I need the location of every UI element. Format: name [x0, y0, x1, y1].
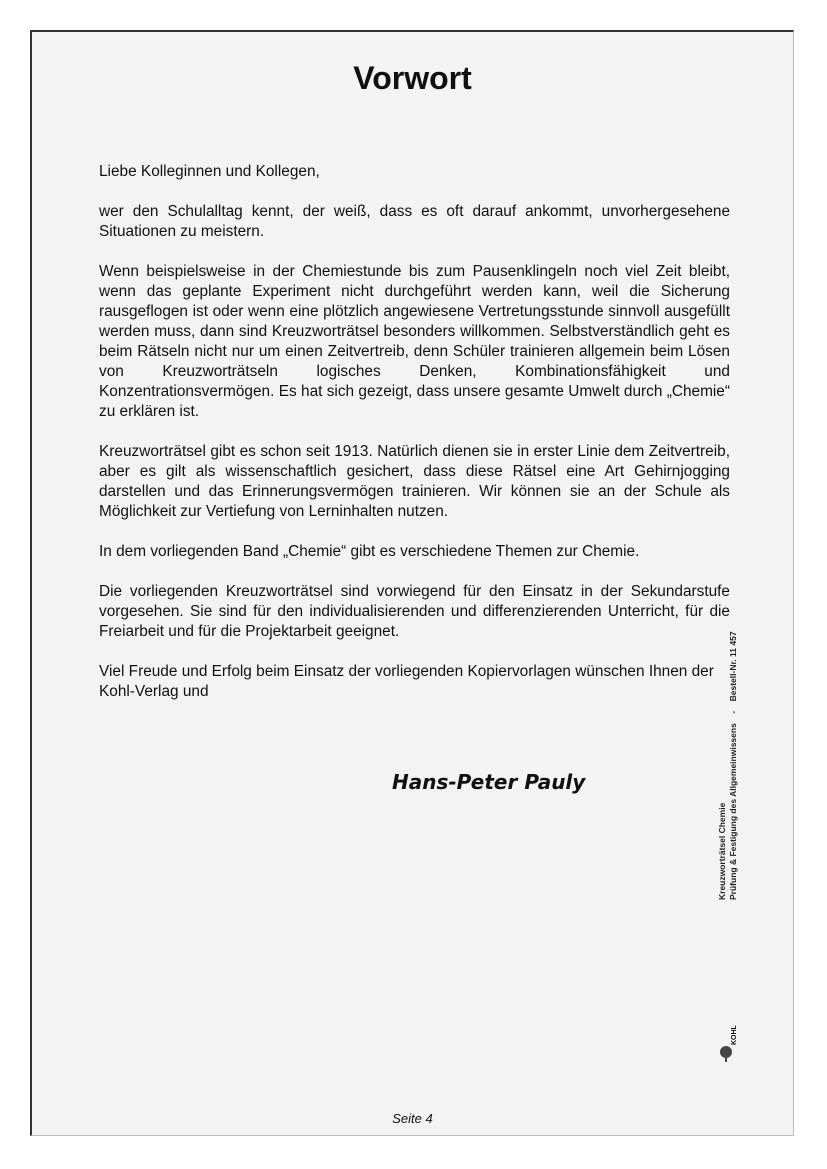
page-number: Seite 4 [392, 1111, 433, 1126]
publisher-sidebar [717, 631, 777, 1065]
document-body [99, 162, 730, 722]
sidebar-order-number: Bestell-Nr. 11 457 [728, 631, 738, 702]
document-page [30, 30, 794, 1136]
paragraph-intro: wer den Schulalltag kennt, der weiß, dass es oft darauf ankommt, unvorhergesehene Situationen zu meistern. [99, 203, 730, 240]
logo-text: KOHL [731, 1025, 738, 1045]
page-title: Vorwort [353, 60, 472, 96]
paragraph-closing: Viel Freude und Erfolg beim Einsatz der vorliegenden Kopiervorlagen wünschen Ihnen der Kohl-Verlag und [99, 663, 714, 700]
signature: Hans-Peter Pauly [392, 770, 586, 794]
paragraph-band: In dem vorliegenden Band „Chemie“ gibt es verschiedene Themen zur Chemie. [99, 543, 640, 560]
paragraph-history: Kreuzworträtsel gibt es schon seit 1913. Natürlich dienen sie in erster Linie dem Zeitvertreib, aber es gilt als wissenschaftlich gesichert, dass diese Rätsel eine Art Gehirnjogging darstellen und das Erinnerungsvermögen trainieren. Wir können sie an der Schule als Möglichkeit zur Vertiefung von Lerninhalten nutzen. [99, 443, 730, 520]
sidebar-separator: - [728, 710, 738, 714]
paragraph-situations: Wenn beispielsweise in der Chemiestunde bis zum Pausenklingeln noch viel Zeit bleibt, wenn das geplante Experiment nicht durchgeführt werden kann, weil die Sicherung rausgeflogen ist oder wenn eine plötzlich angewiesene Vertretungsstunde sinnvoll ausgefüllt werden muss, dann sind Kreuzworträtsel besonders willkommen. Selbstverständlich geht es beim Rätseln nicht nur um einen Zeitvertreib, denn Schüler trainieren allgemein beim Lösen von Kreuzworträtseln logisches Denken, Kombinationsfähigkeit und Konzentrationsvermögen. Es hat sich gezeigt, dass unsere gesamte Umwelt durch „Chemie“ zu erklären ist. [99, 263, 730, 420]
sidebar-book-title: Kreuzworträtsel Chemie [717, 802, 727, 900]
sidebar-subtitle: Prüfung & Festigung des Allgemeinwissens [728, 723, 738, 900]
paragraph-usage: Die vorliegenden Kreuzworträtsel sind vorwiegend für den Einsatz in der Sekundarstufe vorgesehen. Sie sind für den individualisierenden und differenzierenden Unterricht, für die Freiarbeit und für die Projektarbeit geeignet. [99, 583, 730, 640]
kohl-logo [717, 985, 757, 1065]
salutation: Liebe Kolleginnen und Kollegen, [99, 163, 320, 180]
